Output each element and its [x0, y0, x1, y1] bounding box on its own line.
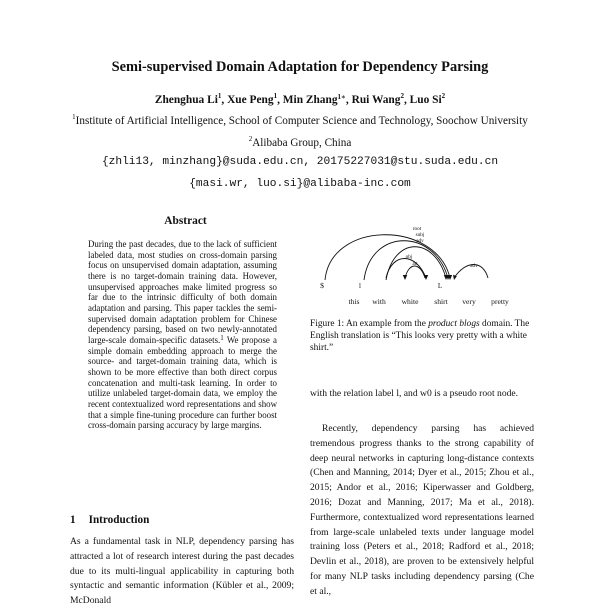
affiliation-2: $^2$Alibaba Group, China: [248, 135, 352, 149]
affiliation-1: $^1$Institute of Artificial Intelligence, School of Computer Science and Technology, Soochow University: [72, 113, 528, 127]
author: Rui Wang$^2$,: [351, 92, 410, 106]
figure-caption: Figure 1: An example from the product blogs domain. The English translation is “This looks very pretty with a white shirt.”: [310, 319, 530, 353]
gloss: L: [437, 282, 443, 290]
footnote-marker: 1: [220, 333, 224, 342]
email-line-2: {masi.wr, luo.si}@alibaba-inc.com: [189, 178, 411, 190]
arc-label-adv: adv: [416, 238, 424, 244]
word-token: very: [462, 297, 476, 306]
author: Zhenghua Li$^1$,: [154, 92, 228, 106]
introduction-text: As a fundamental task in NLP, dependency parsing has attracted a lot of research interest during the past decades due to its multi-lingual applicability in capturing both syntactic and semantic information (Kübler et al., 2009; McDonald: [70, 536, 294, 607]
arc-label-att: att: [412, 261, 418, 267]
abstract-body: During the past decades, due to the lack of sufficient labeled data, most studies on cross-domain parsing focus on unsupervised domain adaptation, assuming there is no target-domain training data. However, unsupervised approaches make limited progress so far due to the intrinsic difficulty of both domain adaptation and parsing. This paper tackles the semi-supervised domain adaptation problem for Chinese dependency parsing, based on two newly-annotated large-scale domain-specific datasets.$^1$ We propose a simple domain embedding approach to merge the source- and target-domain training data, which is shown to be more effective than both direct corpus concatenation and multi-task learning. In order to utilize unlabeled target-domain data, we employ the recent contextualized word representations and show that a simple fine-tuning procedure can further boost cross-domain parsing accuracy by large margins.: [88, 239, 277, 431]
author: Min Zhang$^{1∗}$,: [282, 93, 352, 106]
word-token: $: [320, 281, 324, 290]
word-token: this: [348, 297, 360, 306]
word-token: pretty: [491, 297, 509, 306]
word-token: white: [401, 297, 419, 306]
author: Luo Si$^2$: [409, 92, 446, 106]
gloss: l: [359, 282, 361, 290]
author: Xue Peng$^1$,: [227, 92, 283, 106]
arc-label-obj: obj: [405, 254, 413, 260]
arc-label-adv: adv: [470, 263, 478, 269]
arc-label-subj: subj: [415, 232, 425, 238]
word-token: shirt: [434, 297, 448, 306]
dependency-tree-figure: [316, 222, 516, 312]
arc-label-root: root: [412, 226, 422, 232]
section-heading-introduction: 1 Introduction: [70, 514, 150, 526]
arc-att: [405, 266, 425, 278]
right-column-paragraph-1: with the relation label l, and w0 is a pseudo root node.: [310, 388, 519, 399]
email-line-1: {zhli13, minzhang}@suda.edu.cn, 20175227031@stu.suda.edu.cn: [101, 156, 499, 168]
abstract-heading: Abstract: [164, 215, 207, 227]
right-column-paragraph-2: Recently, dependency parsing has achieved tremendous progress thanks to the strong capability of deep neural networks in capturing long-distance contexts (Chen and Manning, 2014; Dyer et al., 2015; Zhou et al., 2015; Andor et al., 2016; Kiperwasser and Goldberg, 2016; Dozat and Manning, 2017; Ma et al., 2018). Furthermore, contextualized word representations learned from large-scale unlabeled texts under language model training loss (Peters et al., 2018; Radford et al., 2018; Devlin et al., 2018), are proven to be extensively helpful for many NLP tasks including dependency parsing (Che et al.,: [310, 423, 534, 597]
paper-title: Semi-supervised Domain Adaptation for Dependency Parsing: [111, 59, 489, 75]
word-token: with: [372, 297, 386, 306]
author-list: [0, 94, 600, 106]
